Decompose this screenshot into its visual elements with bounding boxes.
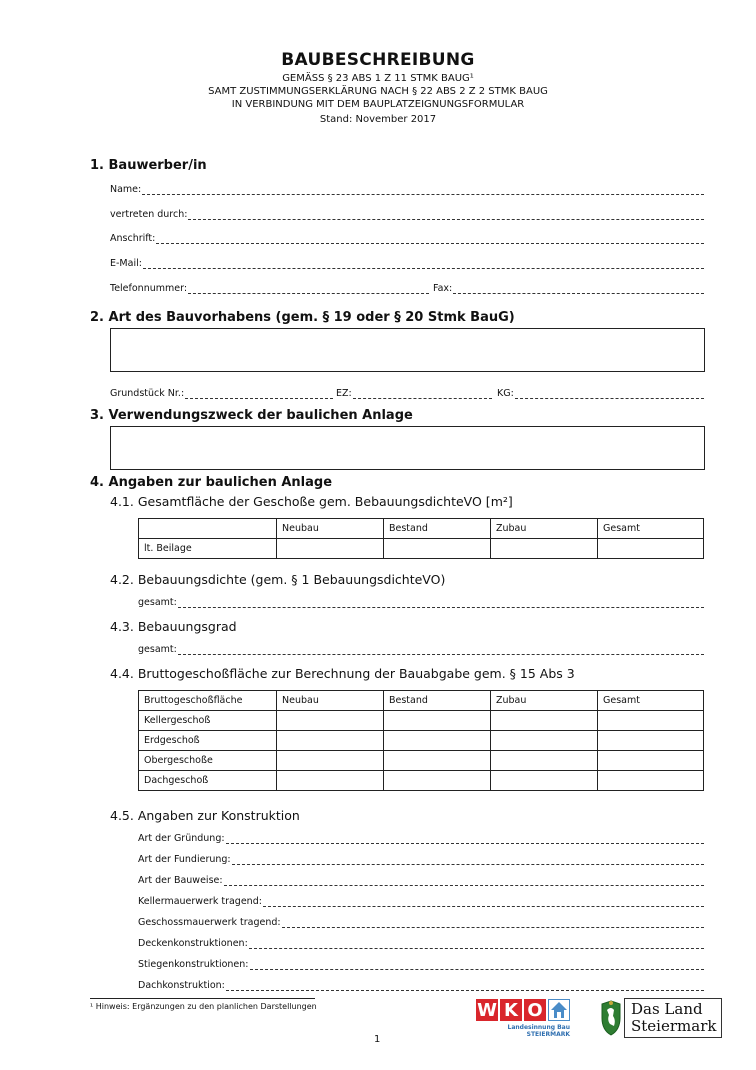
grundstueck-line[interactable] [185,389,333,399]
table-row [139,539,704,559]
ez-line[interactable] [353,389,492,399]
input-cell[interactable] [598,751,704,771]
land-steiermark-box [624,998,722,1038]
gesamt-line[interactable] [178,645,704,655]
bebauungsdichte-gesamt-field[interactable] [138,594,704,608]
page-number: 1 [374,1034,381,1045]
input-cell[interactable] [277,751,384,771]
input-cell[interactable] [384,771,491,791]
table-row [139,751,704,771]
konstruktion-label: Kellermauerwerk tragend: [138,896,262,907]
subtitle-line-3: IN VERBINDUNG MIT DEM BAUPLATZEIGNUNGSFORMULAR [231,99,525,110]
fundierung-field[interactable] [138,851,704,865]
fax-field[interactable] [433,280,704,294]
table-header-cell: Neubau [277,519,384,539]
wko-sub-1: Landesinnung Bau [507,1024,570,1031]
section-4-4-heading: 4.4. Bruttogeschoßfläche zur Berechnung der Bauabgabe gem. § 15 Abs 3 [110,666,575,681]
kellermauerwerk-field[interactable] [138,893,704,907]
input-cell[interactable] [598,731,704,751]
konstruktion-line[interactable] [263,897,704,907]
anschrift-label: Anschrift: [110,233,156,244]
row-label: Dachgeschoß [139,771,277,791]
wko-letter: O [524,999,546,1021]
vertreten-line[interactable] [188,210,704,220]
fax-label: Fax: [433,283,453,294]
section-4-1-heading: 4.1. Gesamtfläche der Geschoße gem. BebauungsdichteVO [m²] [110,494,513,509]
table-row [139,771,704,791]
email-label: E-Mail: [110,258,142,269]
telefon-line[interactable] [188,284,429,294]
input-cell[interactable] [384,539,491,559]
row-label: Obergeschoße [139,751,277,771]
footnote-divider [90,998,315,999]
konstruktion-line[interactable] [249,939,704,949]
input-cell[interactable] [491,711,598,731]
land-line-2: Steiermark [631,1017,717,1035]
vertreten-field[interactable] [110,206,704,220]
table-header-row [139,691,704,711]
input-cell[interactable] [598,771,704,791]
konstruktion-line[interactable] [282,918,704,928]
bruttogeschossflaeche-table [138,690,704,791]
konstruktion-line[interactable] [224,876,704,886]
table-header-cell: Gesamt [598,519,704,539]
input-cell[interactable] [491,539,598,559]
kg-line[interactable] [515,389,704,399]
table-header-cell: Bestand [384,691,491,711]
land-steiermark-logo [600,998,717,1040]
gesamt-label: gesamt: [138,597,177,608]
section-4-5-heading: 4.5. Angaben zur Konstruktion [110,808,300,823]
konstruktion-label: Art der Gründung: [138,833,225,844]
house-icon [548,999,570,1021]
footnote: ¹ Hinweis: Ergänzungen zu den planlichen Darstellungen [90,1002,317,1011]
section-4-2-heading: 4.2. Bebauungsdichte (gem. § 1 BebauungsdichteVO) [110,572,446,587]
input-cell[interactable] [277,539,384,559]
verwendungszweck-box[interactable] [110,426,705,470]
kg-label: KG: [497,388,514,399]
geschossmauerwerk-field[interactable] [138,914,704,928]
section-2-heading: 2. Art des Bauvorhabens (gem. § 19 oder § 20 Stmk BauG) [90,310,515,325]
document-title: BAUBESCHREIBUNG [281,50,475,70]
name-field[interactable] [110,181,704,195]
table-header-cell: Bruttogeschoßfläche [139,691,277,711]
gruendung-field[interactable] [138,830,704,844]
table-header-cell: Gesamt [598,691,704,711]
row-label: lt. Beilage [139,539,277,559]
input-cell[interactable] [491,771,598,791]
table-header-cell: Zubau [491,691,598,711]
fax-line[interactable] [453,284,704,294]
table-header-cell: Neubau [277,691,384,711]
section-4-heading: 4. Angaben zur baulichen Anlage [90,475,333,490]
bebauungsgrad-gesamt-field[interactable] [138,641,704,655]
section-4-3-heading: 4.3. Bebauungsgrad [110,619,237,634]
table-header-row [139,519,704,539]
input-cell[interactable] [491,751,598,771]
input-cell[interactable] [384,751,491,771]
stand-date: Stand: November 2017 [319,114,437,125]
gesamtflaeche-table [138,518,704,559]
bauvorhaben-box[interactable] [110,328,705,372]
input-cell[interactable] [277,731,384,751]
konstruktion-line[interactable] [232,855,704,865]
grundstueck-field[interactable] [110,385,333,399]
table-row [139,711,704,731]
section-1-heading: 1. Bauwerber/in [90,158,207,173]
wko-letter: K [500,999,522,1021]
input-cell[interactable] [384,711,491,731]
konstruktion-line[interactable] [250,960,705,970]
email-line[interactable] [143,259,704,269]
land-line-1: Das Land [631,1000,703,1018]
telefon-field[interactable] [110,280,429,294]
konstruktion-label: Geschossmauerwerk tragend: [138,917,281,928]
grundstueck-label: Grundstück Nr.: [110,388,185,399]
input-cell[interactable] [598,539,704,559]
anschrift-field[interactable] [110,230,704,244]
wko-sub-2: STEIERMARK [526,1031,570,1038]
wko-logo [476,999,570,1038]
konstruktion-label: Art der Fundierung: [138,854,231,865]
konstruktion-line[interactable] [226,981,704,991]
section-3-heading: 3. Verwendungszweck der baulichen Anlage [90,408,413,423]
name-label: Name: [110,184,142,195]
input-cell[interactable] [277,771,384,791]
vertreten-label: vertreten durch: [110,209,188,220]
telefon-label: Telefonnummer: [110,283,188,294]
table-row [139,731,704,751]
subtitle-line-1: GEMÄSS § 23 ABS 1 Z 11 STMK BAUG¹ [282,73,474,84]
konstruktion-label: Art der Bauweise: [138,875,223,886]
gesamt-line[interactable] [178,598,704,608]
anschrift-line[interactable] [156,234,704,244]
ez-field[interactable] [336,385,492,399]
bauweise-field[interactable] [138,872,704,886]
subtitle-line-2: SAMT ZUSTIMMUNGSERKLÄRUNG NACH § 22 ABS 2 Z 2 STMK BAUG [208,86,548,97]
row-label: Kellergeschoß [139,711,277,731]
dachkonstruktion-field[interactable] [138,977,704,991]
panther-crest-icon [600,1000,622,1036]
konstruktion-label: Deckenkonstruktionen: [138,938,248,949]
input-cell[interactable] [384,731,491,751]
konstruktion-label: Dachkonstruktion: [138,980,225,991]
table-header-cell [139,519,277,539]
email-field[interactable] [110,255,704,269]
stiegenkonstruktionen-field[interactable] [138,956,704,970]
wko-letter: W [477,999,497,1021]
kg-field[interactable] [497,385,704,399]
konstruktion-line[interactable] [226,834,704,844]
deckenkonstruktionen-field[interactable] [138,935,704,949]
input-cell[interactable] [491,731,598,751]
input-cell[interactable] [277,711,384,731]
input-cell[interactable] [598,711,704,731]
gesamt-label: gesamt: [138,644,177,655]
name-line[interactable] [142,185,704,195]
row-label: Erdgeschoß [139,731,277,751]
table-header-cell: Bestand [384,519,491,539]
ez-label: EZ: [336,388,352,399]
table-header-cell: Zubau [491,519,598,539]
konstruktion-label: Stiegenkonstruktionen: [138,959,249,970]
